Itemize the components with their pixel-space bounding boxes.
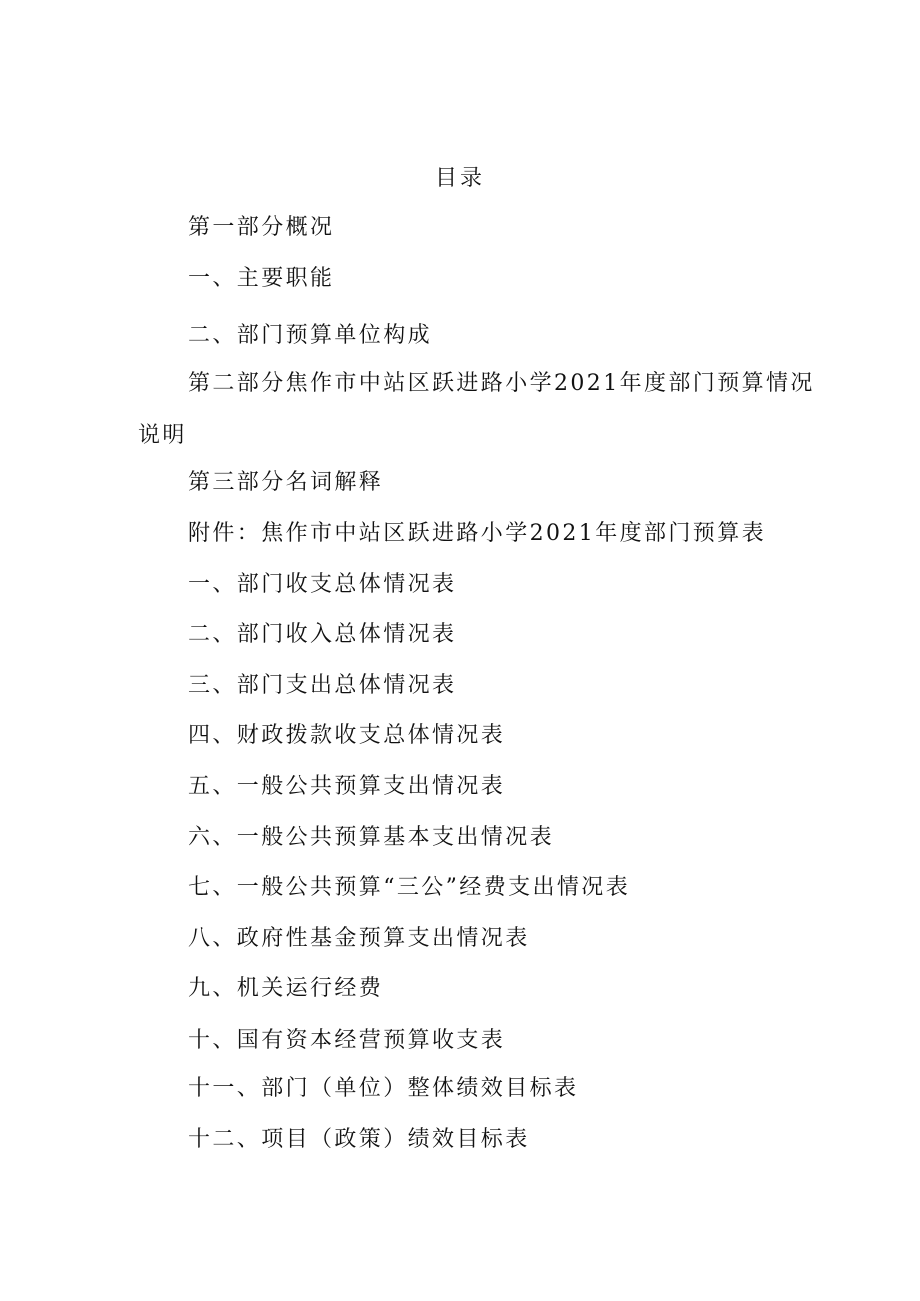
toc-entry-table-5: 五、一般公共预算支出情况表 xyxy=(188,774,506,799)
toc-entry-table-2: 二、部门收入总体情况表 xyxy=(188,622,457,647)
toc-entry-part-three: 第三部分名词解释 xyxy=(188,470,384,495)
toc-entry-table-8: 八、政府性基金预算支出情况表 xyxy=(188,926,530,951)
toc-entry-table-12: 十二、项目（政策）绩效目标表 xyxy=(188,1127,530,1152)
toc-entry-budget-units: 二、部门预算单位构成 xyxy=(188,323,433,348)
toc-entry-table-9: 九、机关运行经费 xyxy=(188,976,384,1001)
toc-entry-table-1: 一、部门收支总体情况表 xyxy=(188,572,457,597)
toc-entry-part-two-continued: 说明 xyxy=(138,423,187,448)
toc-entry-table-3: 三、部门支出总体情况表 xyxy=(188,673,457,698)
toc-entry-table-7: 七、一般公共预算“三公”经费支出情况表 xyxy=(188,875,631,900)
toc-entry-table-10: 十、国有资本经营预算收支表 xyxy=(188,1028,506,1053)
toc-entry-part-one: 第一部分概况 xyxy=(188,215,335,240)
toc-entry-table-11: 十一、部门（单位）整体绩效目标表 xyxy=(188,1076,579,1101)
toc-entry-main-functions: 一、主要职能 xyxy=(188,266,335,291)
toc-entry-table-4: 四、财政拨款收支总体情况表 xyxy=(188,723,506,748)
toc-entry-attachment: 附件：焦作市中站区跃进路小学2021年度部门预算表 xyxy=(188,521,766,546)
toc-entry-table-6: 六、一般公共预算基本支出情况表 xyxy=(188,825,555,850)
toc-entry-part-two: 第二部分焦作市中站区跃进路小学2021年度部门预算情况 xyxy=(188,371,815,396)
toc-title: 目录 xyxy=(434,166,485,191)
